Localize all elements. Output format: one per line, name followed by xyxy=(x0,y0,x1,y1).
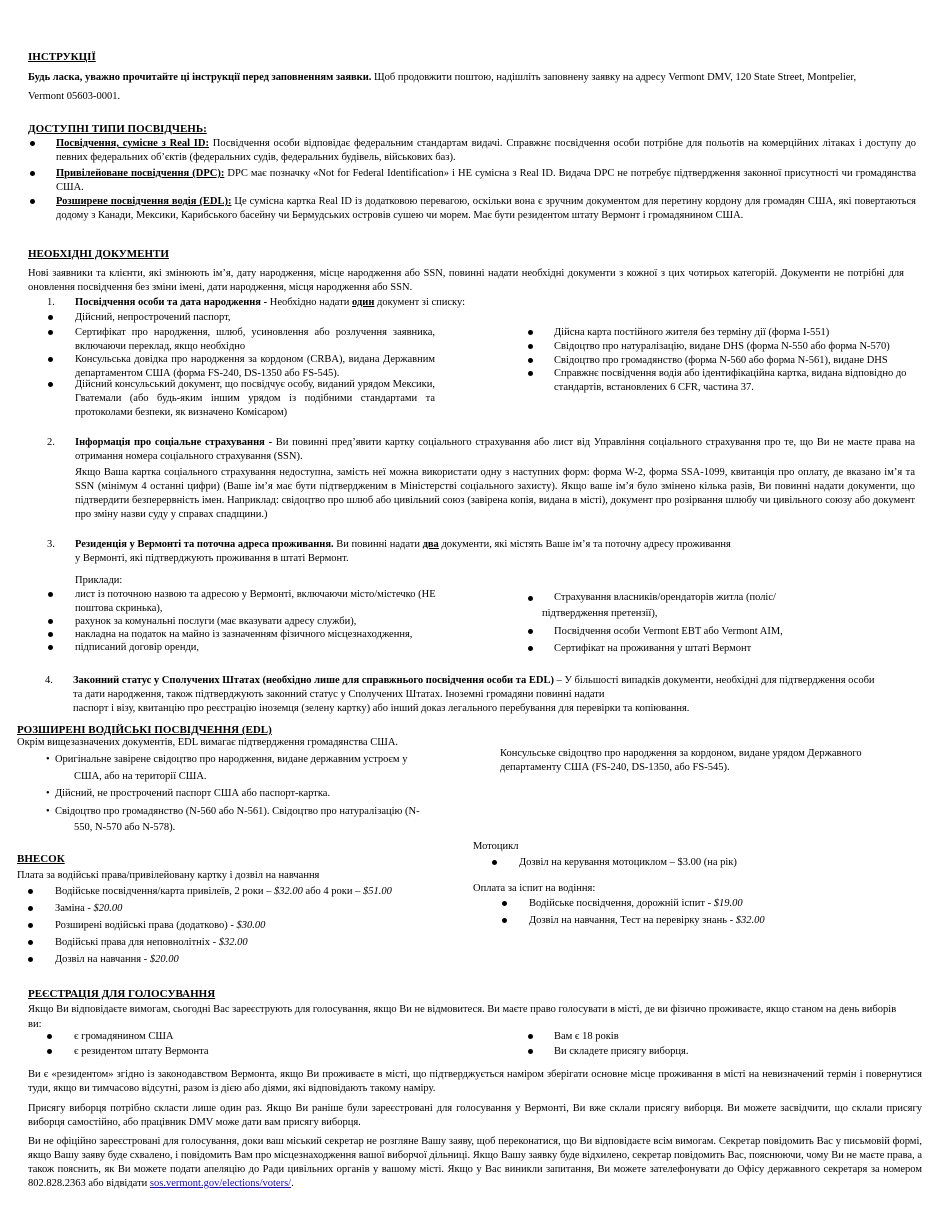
s1-right-item: Дійсна карта постійного жителя без терміну дії (форма I-551) xyxy=(554,327,830,338)
voting-intro: Якщо Ви відповідаєте вимогам, сьогодні Вас зареєструють для голосування, якщо Ви не відмовитеся. Ви маєте право голосувати в місті, де ви фізично проживаєте, якщо станом на день виборів ви: xyxy=(28,1004,897,1030)
s3-right-item: Страхування власників/орендаторів житла (поліс/ xyxy=(554,592,776,603)
fees-sub: Плата за водійські права/привілейовану картку і дозвіл на навчання xyxy=(17,870,320,881)
s3-right-item-cont: підтвердження претензії), xyxy=(542,608,658,619)
s1-left-item: Дійсний консульський документ, що посвідчує особу, виданий урядом Мексики, Гватемали (або будь-яким іншим урядом із подібними стандартами та протоколами безпеки, як визначено Комісаром) xyxy=(75,379,435,418)
s1-right-item: Справжнє посвідчення водія або ідентифікаційна картка, видана відповідно до стандартів, встановлених 6 CFR, частина 37. xyxy=(554,368,907,393)
id-types-heading: ДОСТУПНІ ТИПИ ПОСВІДЧЕНЬ: xyxy=(28,123,207,135)
required-docs-intro: Нові заявники та клієнти, які змінюють ім’я, дату народження, місце народження або SSN, повинні надати необхідні документи з кожної з цих чотирьох категорій. Документи не потрібні для оновлення посвідчення без зміни імені, дати народження, місця народження або SSN. xyxy=(28,268,904,293)
fees-heading: ВНЕСОК xyxy=(17,853,65,865)
moto-item: Дозвіл на керування мотоциклом – $3.00 (на рік) xyxy=(519,857,737,868)
section-2-para: Якщо Ваша картка соціального страхування недоступна, замість неї можна використати одну з наступних форм: форма W-2, форма SSA-1099, квитанція про оплату, де вказано ім’я та SSN (мінімум 4 останні цифри) (Ваше ім’я має бути підтвердженим в Міністерстві соціального захисту). Якщо ваше ім’я було змінено кілька разів, Ви повинні надати документи, що підтвердити безперервність імен. Наприклад: свідоцтво про шлюб або цивільний союз (завірена копія, видана в місті), документ про розірвання шлюбу чи цивільного союзу або документ про зміну назви суду у справах спадщини.) xyxy=(75,467,915,520)
section-1-number: 1. xyxy=(47,297,55,308)
section-2-number: 2. xyxy=(47,437,55,448)
voting-para-2: Присягу виборця потрібно скласти лише один раз. Якщо Ви раніше були зареєстровані для голосування у Вермонті, Ви вже склали присягу виборця. Ви можете засвідчити, що склали присягу виборця самостійно, або працівник DMV може дати вам присягу виборця. xyxy=(28,1103,922,1128)
s3-left-item: рахунок за комунальні послуги (має вказувати адресу служби), xyxy=(75,616,357,627)
s1-left-item: Консульська довідка про народження за кордоном (CRBA), видана Державним департаментом США (форма FS-240, DS-1350 або FS-545). xyxy=(75,354,435,379)
s3-left-item: накладна на податок на майно із зазначенням фізичного місцезнаходження, xyxy=(75,629,413,640)
voting-left-item: є резидентом штату Вермонта xyxy=(74,1046,209,1057)
moto-label: Мотоцикл xyxy=(473,841,519,852)
s3-left-item: підписаний договір оренди, xyxy=(75,642,200,653)
s1-left-item: Дійсний, непрострочений паспорт, xyxy=(75,312,231,323)
edl-intro: Окрім вищезазначених документів, EDL вимагає підтвердження громадянства США. xyxy=(17,737,399,748)
edl-right-item: Консульське свідоцтво про народження за кордоном, видане урядом Державного департаменту США (FS-240, DS-1350, або FS-545). xyxy=(500,748,862,773)
voting-para-1: Ви є «резидентом» згідно із законодавством Вермонта, якщо Ви проживаєте в місті, що підтверджується наміром зберігати основне місце проживання в місті на невизначений термін і повернутися туди, якщо ви тимчасово відсутні, разом із дією або діями, які відповідають такому наміру. xyxy=(28,1069,922,1094)
voting-left-item: є громадянином США xyxy=(74,1031,174,1042)
fee-item: Водійські права для неповнолітніх - $32.00 xyxy=(55,937,248,948)
examples-label: Приклади: xyxy=(75,575,123,586)
voting-heading: РЕЄСТРАЦІЯ ДЛЯ ГОЛОСУВАННЯ xyxy=(28,988,216,1000)
instructions-text: Будь ласка, уважно прочитайте ці інструкції перед заповненням заявки. Щоб продовжити поштою, надішліть заповнену заявку на адресу Vermont DMV, 120 State Street, Montpelier, Vermont 05603-0001. xyxy=(28,72,857,102)
edl-heading: РОЗШИРЕНІ ВОДІЙСЬКІ ПОСВІДЧЕННЯ (EDL) xyxy=(17,724,272,736)
voters-link[interactable]: sos.vermont.gov/elections/voters/ xyxy=(149,1177,292,1189)
section-3-number: 3. xyxy=(47,539,55,550)
s3-right-item: Посвідчення особи Vermont EBT або Vermont AIM, xyxy=(554,626,783,637)
exam-item: Водійське посвідчення, дорожній іспит - $19.00 xyxy=(529,898,743,909)
section-4-text: Законний статус у Сполучених Штатах (необхідно лише для справжнього посвідчення особи та EDL) – У більшості випадків документи, необхідні для підтвердження особи та дати народження, також підтверджують законний статус у Сполучених Штатах. Іноземні громадяни повинні надати паспорт і візу, квитанцію про реєстрацію іноземця (зелену картку) або інший доказ легального перебування для перевірки та копіювання. xyxy=(73,675,875,714)
fee-item: Водійське посвідчення/карта привілеїв, 2 роки – $32.00 або 4 роки – $51.00 xyxy=(55,886,392,897)
voting-para-3: Ви не офіційно зареєстровані для голосування, доки ваш міський секретар не розгляне Вашу заяву, щоб переконатися, що Ви відповідаєте всім вимогам. Секретар повідомить Вас у письмовій формі, якщо Вашу заяву буде схвалено, і повідомить Вам про місцезнаходження вашої виборчої дільниці. Якщо Вашу заявку буде відхилено, секретар повідомить Вас, пояснюючи, чому Ви не маєте права, а також пояснить, як Ви можете подати апеляцію до Ради цивільних органів у вашому місті. Якщо у Вас виникли запитання, Ви можете зателефонувати до Офісу державного секретаря за номером 802.828.2363 або відвідати sos.vermont.gov/elections/voters/. xyxy=(28,1136,922,1189)
voting-right-item: Ви складете присягу виборця. xyxy=(554,1046,689,1057)
required-docs-heading: НЕОБХІДНІ ДОКУМЕНТИ xyxy=(28,248,169,260)
id-type-real-id: Посвідчення, сумісне з Real ID: Посвідчення особи відповідає федеральним стандартам видачі. Справжнє посвідчення особи потрібне для польотів на комерційних літаках і доступу до певних федеральних об’єктів (федеральних судів, федеральних будівель, військових баз). xyxy=(56,138,916,163)
exam-label: Оплата за іспит на водіння: xyxy=(473,883,596,894)
s1-right-item: Свідоцтво про натуралізацію, видане DHS (форма N-550 або форма N-570) xyxy=(554,341,890,352)
exam-item: Дозвіл на навчання, Тест на перевірку знань - $32.00 xyxy=(529,915,765,926)
s1-right-item: Свідоцтво про громадянство (форма N-560 або форма N-561), видане DHS xyxy=(554,355,888,366)
id-type-edl: Розширене посвідчення водія (EDL): Це сумісна картка Real ID із додатковою перевагою, оскільки вона є зручним документом для перетину кордону для громадян США, які повертаються додому з Канади, Мексики, Карибського басейну чи Бермудських островів сушею чи морем. Має бути резидентом штату Вермонт і громадянином США. xyxy=(56,196,916,221)
id-type-dpc: Привілейоване посвідчення (DPC): DPC має позначку «Not for Federal Identification» і НЕ сумісна з Real ID. Видача DPC не потребує підтвердження законної присутності чи громадянства США. xyxy=(56,168,917,193)
fee-item: Дозвіл на навчання - $20.00 xyxy=(55,954,179,965)
fee-item: Заміна - $20.00 xyxy=(55,903,123,914)
section-4-number: 4. xyxy=(45,675,53,686)
s1-left-item: Сертифікат про народження, шлюб, усиновлення або розлучення заявника, включаючи переклад, якщо необхідно xyxy=(75,327,435,352)
section-1-title: Посвідчення особи та дата народження - Необхідно надати один документ зі списку: xyxy=(75,297,466,308)
instructions-heading: ІНСТРУКЦІЇ xyxy=(28,51,96,63)
section-2-title: Інформація про соціальне страхування - Ви повинні пред’явити картку соціального страхування або лист від Управління соціального страхування про те, що Ви не маєте права на отримання номера соціального страхування (SSN). xyxy=(75,437,915,462)
s3-right-item: Сертифікат на проживання у штаті Вермонт xyxy=(554,643,752,654)
fee-item: Розширені водійські права (додатково) - $30.00 xyxy=(55,920,266,931)
s3-left-item: лист із поточною назвою та адресою у Вермонті, включаючи місто/містечко (НЕ поштова скринька), xyxy=(75,589,436,614)
voting-right-item: Вам є 18 років xyxy=(554,1031,619,1042)
section-3-title: Резиденція у Вермонті та поточна адреса проживання. Ви повинні надати два документи, які містять Ваше ім’я та поточну адресу проживання у Вермонті, які підтверджують проживання в штаті Вермонт. xyxy=(75,539,731,564)
edl-list: • Оригінальне завірене свідоцтво про народження, видане державним устроєм у США, або на території США. • Дійсний, не прострочений паспорт США або паспорт-картка. • Свідоцтво про громадянство (N-560 або N-561). Свідоцтво про натуралізацію (N- 550, N-570 або N-578). xyxy=(46,754,420,833)
